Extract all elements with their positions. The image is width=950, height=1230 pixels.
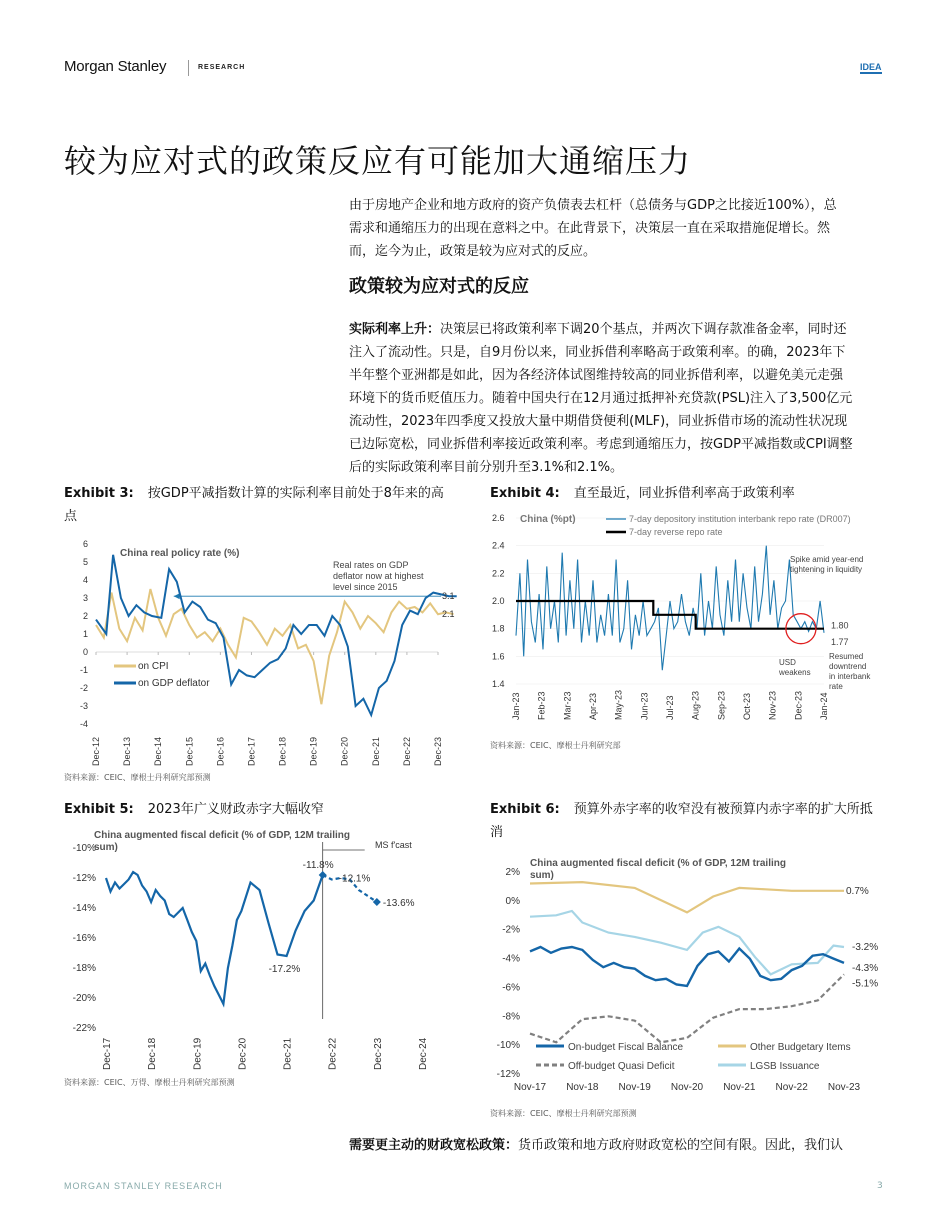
end-label: 3.1: [442, 591, 455, 602]
y-tick-label: 4: [82, 575, 88, 585]
series-line-actual: [106, 872, 323, 1004]
y-tick-label: 6: [82, 539, 88, 549]
chart-title: sum): [530, 870, 554, 881]
x-tick-label: May-23: [613, 689, 624, 720]
footer-brand: MORGAN STANLEY RESEARCH: [64, 1181, 223, 1191]
x-tick-label: Feb-23: [536, 691, 547, 720]
x-tick-label: Jan-23: [511, 692, 521, 720]
end-label: 0.7%: [846, 885, 869, 897]
x-tick-label: Dec-12: [91, 736, 101, 766]
y-tick-label: 2.2: [492, 568, 505, 579]
exhibit3-title-text: 按GDP平减指数计算的实际利率目前处于8年来的高: [147, 486, 444, 501]
morgan-stanley-logo: Morgan Stanley: [64, 58, 167, 75]
research-label: RESEARCH: [198, 64, 246, 71]
end-label: 1.80: [831, 620, 849, 631]
paragraph-line: 决策层已将政策利率下调20个基点，并两次下调存款准备金率，同时还: [440, 322, 847, 337]
y-tick-label: 2.4: [492, 540, 505, 551]
y-tick-label: 3: [82, 593, 88, 603]
exhibit5-title: [64, 798, 464, 821]
x-tick-label: Jan-24: [819, 692, 829, 720]
paragraph-line: 注入了流动性。只是，自9月份以来，同业拆借利率略高于政策利率。的确，2023年下: [349, 345, 846, 360]
data-label: -11.8%: [302, 860, 334, 871]
x-tick-label: Apr-23: [588, 692, 598, 720]
y-tick-label: 2.0: [492, 596, 505, 606]
paragraph-line: 已边际宽松，同业拆借利率接近政策利率。考虑到通缩压力，按GDP平减指数或CPI调整: [349, 437, 853, 452]
series-line-lgsb: [530, 911, 844, 974]
y-tick-label: -12%: [72, 873, 96, 884]
legend-label: 7-day depository institution interbank repo rate (DR007): [629, 514, 851, 524]
exhibit4-chart: [488, 508, 888, 734]
x-tick-label: Dec-22: [401, 736, 412, 766]
y-tick-label: -1: [79, 665, 88, 675]
annotation-arrowhead: [174, 593, 180, 599]
paragraph-line: 流动性，2023年四季度又投放大量中期借贷便利(MLF)，同业拆借市场的流动性状况现: [349, 414, 848, 429]
y-tick-label: -10%: [496, 1040, 520, 1052]
exhibit6-title-text-2: 消: [490, 825, 504, 840]
end-label: -5.1%: [852, 978, 879, 990]
x-tick-label: Dec-17: [246, 736, 257, 766]
x-tick-label: Dec-15: [184, 736, 195, 766]
y-tick-label: 5: [82, 557, 88, 567]
legend-label: on CPI: [138, 661, 169, 672]
paragraph-lead: 实际利率上升：: [349, 322, 441, 337]
annotation-text: rate: [829, 682, 843, 691]
annotation-text: Real rates on GDP: [333, 560, 409, 570]
data-label: -17.2%: [268, 964, 301, 975]
x-tick-label: Dec-20: [237, 1037, 249, 1070]
y-tick-label: 2%: [505, 867, 520, 878]
x-tick-label: Dec-20: [339, 736, 350, 766]
x-tick-label: Dec-16: [215, 736, 226, 766]
exhibit3-label: Exhibit 3:: [64, 486, 134, 501]
paragraph-line: 环境下的货币贬值压力。随着中国央行在12月通过抵押补充贷款(PSL)注入了3,500亿元: [349, 391, 853, 406]
annotation-text: Spike amid year-end: [790, 555, 864, 564]
series-line-dr007: [516, 546, 824, 671]
annotation-text: downtrend: [829, 662, 867, 671]
exhibit4-label: Exhibit 4:: [490, 486, 560, 501]
x-tick-label: Nov-22: [775, 1082, 808, 1093]
legend-label: Other Budgetary Items: [750, 1042, 851, 1053]
annotation-text: level since 2015: [333, 582, 398, 592]
idea-badge: IDEA: [860, 62, 882, 72]
section-heading: 政策较为应对式的反应: [349, 276, 529, 297]
y-tick-label: 0: [82, 647, 88, 657]
x-tick-label: Sep-23: [716, 690, 727, 720]
end-label: 2.1: [442, 609, 455, 620]
data-label: -13.6%: [382, 898, 415, 909]
x-tick-label: Dec-14: [153, 736, 164, 766]
y-tick-label: -20%: [72, 993, 96, 1004]
logo-divider: [188, 60, 189, 76]
exhibit3-title: [64, 482, 464, 528]
x-tick-label: Dec-19: [308, 736, 319, 766]
x-tick-label: Dec-23: [372, 1037, 384, 1070]
paragraph-line: 半年整个亚洲都是如此，因为各经济体试图维持较高的同业拆借利率，以避免美元走强: [349, 368, 844, 383]
intro-paragraph: [349, 194, 837, 263]
intro-line: 而，迄今为止，政策是较为应对式的反应。: [349, 244, 597, 259]
y-tick-label: -4: [79, 719, 88, 729]
data-marker: [319, 871, 327, 879]
exhibit6-title: [490, 798, 890, 844]
x-tick-label: Nov-17: [513, 1082, 547, 1093]
exhibit6-title-text: 预算外赤字率的收窄没有被预算内赤字率的扩大所抵: [573, 802, 873, 817]
x-tick-label: Nov-19: [618, 1082, 651, 1093]
body-paragraph-1: [349, 318, 889, 479]
y-tick-label: 1: [82, 629, 88, 639]
y-tick-label: -6%: [502, 982, 520, 994]
y-tick-label: 2: [82, 611, 88, 621]
chart-title: China augmented fiscal deficit (% of GDP, 12M trailing: [94, 830, 350, 841]
annotation-text: Resumed: [829, 652, 864, 661]
paragraph-line: 后的实际政策利率目前分别升至3.1%和2.1%。: [349, 460, 624, 475]
x-tick-label: Dec-21: [370, 736, 381, 766]
legend-label: Off-budget Quasi Deficit: [568, 1061, 675, 1072]
chart-title: China augmented fiscal deficit (% of GDP, 12M trailing: [530, 858, 786, 869]
annotation-text: tightening in liquidity: [790, 565, 863, 574]
exhibit6-source: 资料来源：CEIC、摩根士丹利研究部预测: [490, 1109, 637, 1118]
data-marker: [373, 898, 381, 906]
end-label: -3.2%: [852, 942, 879, 954]
annotation-text: deflator now at highest: [333, 571, 424, 581]
data-label: -12.1%: [338, 873, 371, 885]
end-label: 1.77: [831, 636, 849, 647]
x-tick-label: Jun-23: [639, 692, 650, 720]
legend-label: LGSB Issuance: [750, 1061, 820, 1072]
x-tick-label: Nov-23: [827, 1082, 861, 1093]
page-title: 较为应对式的政策反应有可能加大通缩压力: [64, 142, 692, 180]
exhibit4-title: [490, 482, 890, 505]
intro-line: 需求和通缩压力的出现在意料之中。在此背景下，决策层一直在采取措施促增长。然: [349, 221, 831, 236]
x-tick-label: Nov-20: [670, 1082, 704, 1093]
legend-label: On-budget Fiscal Balance: [568, 1042, 684, 1053]
x-tick-label: Dec-21: [282, 1037, 294, 1070]
y-tick-label: -4%: [502, 953, 520, 965]
x-tick-label: Oct-23: [742, 692, 752, 720]
exhibit4-title-text: 直至最近，同业拆借利率高于政策利率: [573, 486, 795, 501]
x-tick-label: Mar-23: [562, 691, 573, 720]
exhibit6-label: Exhibit 6:: [490, 802, 560, 817]
exhibit3-chart: [62, 530, 455, 770]
x-tick-label: Dec-18: [147, 1037, 159, 1070]
series-line-on-budget: [530, 947, 844, 986]
chart-title: China (%pt): [520, 514, 576, 525]
y-tick-label: -22%: [72, 1023, 96, 1034]
chart-title: sum): [94, 842, 118, 853]
legend-label: on GDP deflator: [138, 678, 210, 689]
x-tick-label: Aug-23: [690, 690, 701, 720]
paragraph-line: 货币政策和地方政府财政宽松的空间有限。因此，我们认: [518, 1138, 844, 1153]
exhibit5-label: Exhibit 5:: [64, 802, 134, 817]
y-tick-label: 1.8: [492, 623, 505, 634]
x-tick-label: Dec-17: [102, 1037, 113, 1070]
exhibit5-chart: [62, 824, 462, 1074]
y-tick-label: -10%: [72, 843, 96, 854]
x-tick-label: Dec-24: [418, 1037, 429, 1070]
x-tick-label: Dec-18: [277, 736, 288, 766]
exhibit5-title-text: 2023年广义财政赤字大幅收窄: [147, 802, 324, 817]
series-line-other-budgetary: [530, 882, 844, 912]
exhibit6-chart: [488, 852, 888, 1098]
end-label: -4.3%: [852, 962, 879, 974]
exhibit3-source: 资料来源：CEIC、摩根士丹利研究部预测: [64, 773, 211, 782]
y-tick-label: -3: [79, 701, 88, 711]
page-number: 3: [877, 1181, 883, 1191]
body-paragraph-2: [349, 1134, 843, 1157]
x-tick-label: Nov-18: [566, 1082, 599, 1093]
exhibit3-title-text-2: 点: [64, 509, 78, 524]
exhibit4-source: 资料来源：CEIC、摩根士丹利研究部: [490, 741, 621, 750]
y-tick-label: 2.6: [492, 513, 505, 523]
intro-line: 由于房地产企业和地方政府的资产负债表去杠杆（总债务与GDP之比接近100%），总: [349, 198, 837, 213]
x-tick-label: Dec-13: [122, 736, 133, 766]
y-tick-label: -16%: [72, 933, 96, 944]
x-tick-label: Dec-19: [192, 1037, 204, 1070]
y-tick-label: -2%: [502, 924, 520, 936]
y-tick-label: -2: [79, 683, 88, 693]
paragraph-lead: 需要更主动的财政宽松政策：: [349, 1138, 519, 1153]
y-tick-label: 1.6: [492, 651, 505, 662]
y-tick-label: 0%: [505, 895, 520, 907]
x-tick-label: Dec-23: [793, 690, 804, 720]
x-tick-label: Dec-23: [433, 736, 443, 766]
legend-label: 7-day reverse repo rate: [629, 527, 723, 537]
y-tick-label: 1.4: [492, 679, 505, 689]
x-tick-label: Nov-23: [767, 690, 778, 720]
y-tick-label: -8%: [502, 1011, 520, 1023]
x-tick-label: Dec-22: [327, 1037, 339, 1070]
x-tick-label: Jul-23: [665, 695, 675, 720]
chart-title: China real policy rate (%): [120, 548, 240, 559]
annotation-text: USD: [779, 658, 796, 667]
y-tick-label: -12%: [496, 1069, 520, 1080]
annotation-text: weakens: [779, 668, 811, 677]
x-tick-label: Nov-21: [723, 1082, 756, 1093]
exhibit5-source: 资料来源：CEIC、万得、摩根士丹利研究部预测: [64, 1078, 235, 1087]
forecast-label: MS f'cast: [375, 840, 412, 850]
annotation-text: in interbank: [829, 672, 871, 681]
y-tick-label: -18%: [72, 963, 96, 974]
y-tick-label: -14%: [72, 903, 96, 914]
